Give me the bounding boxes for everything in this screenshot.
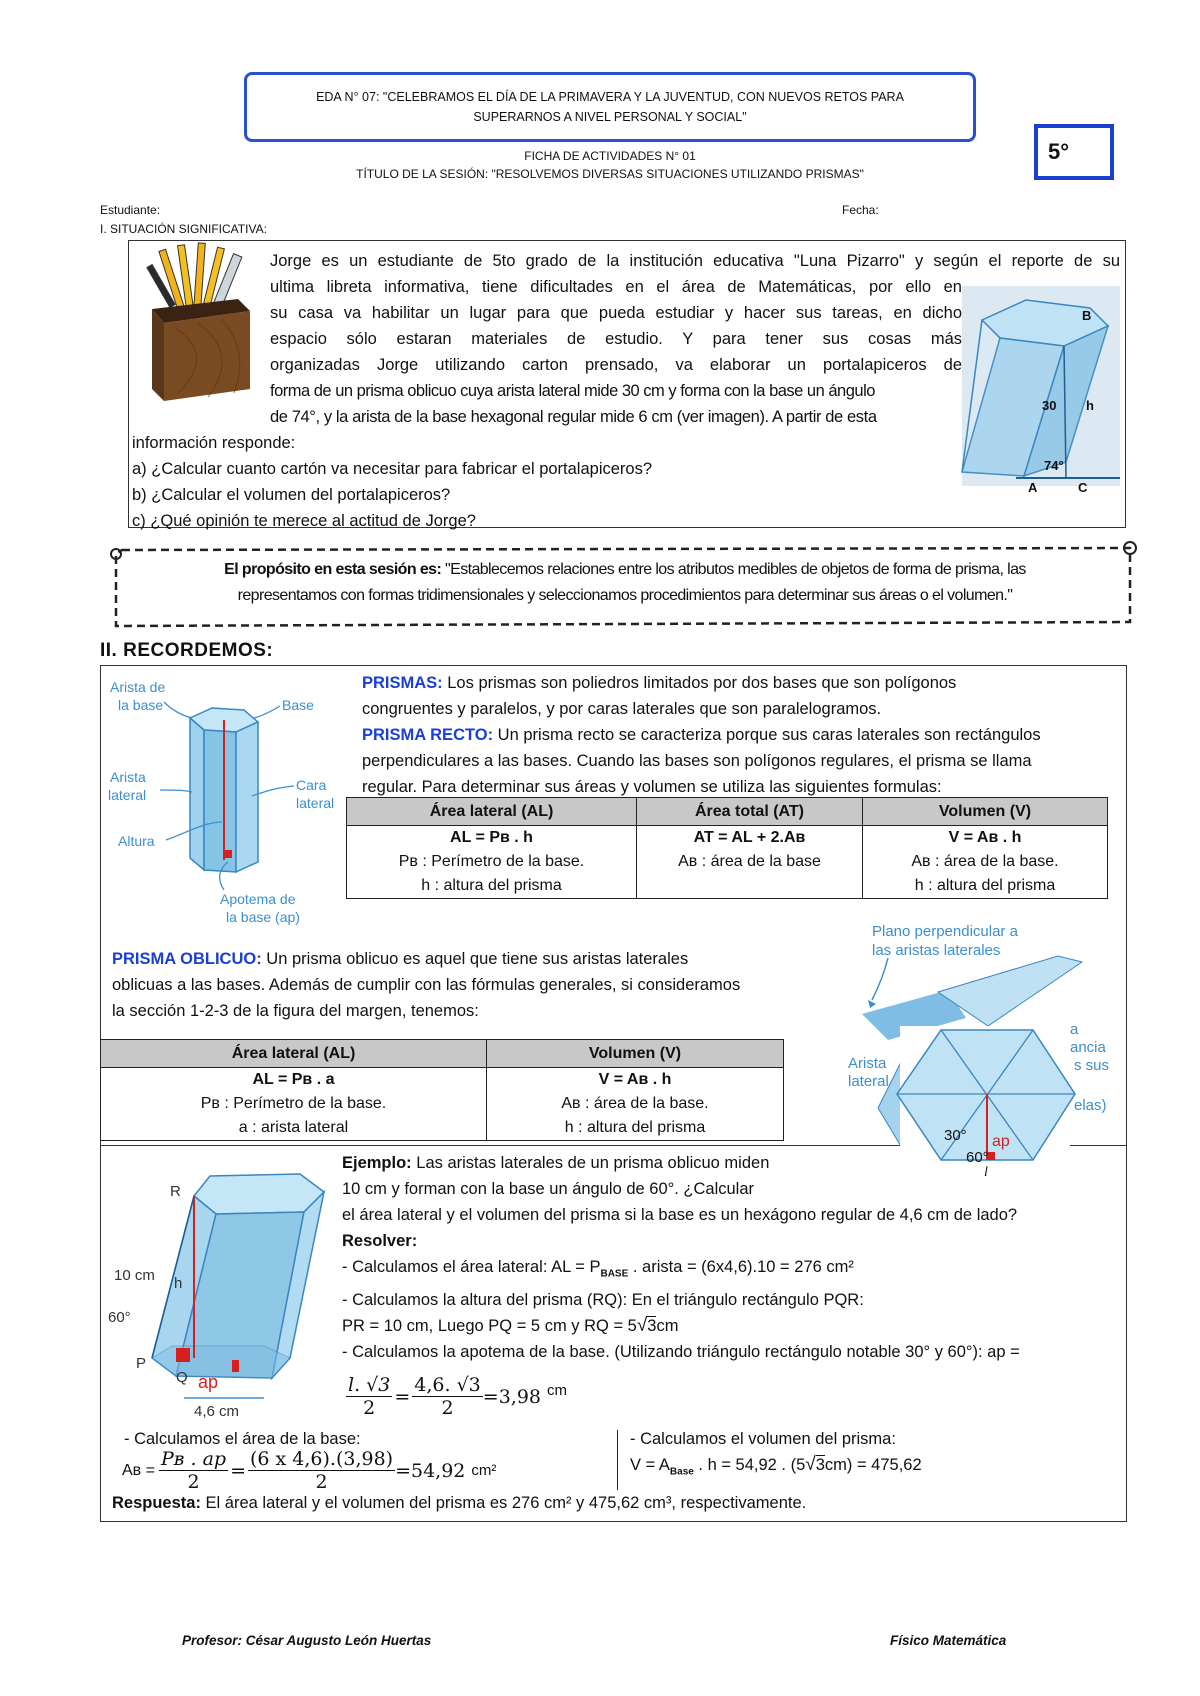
oblicuo-label: PRISMA OBLICUO:: [112, 950, 262, 968]
recto-label: PRISMA RECTO:: [362, 726, 494, 744]
fig-label-apotema-1: Apotema de: [220, 891, 296, 907]
example-text-1: Las aristas laterales de un prisma oblicuo miden: [411, 1154, 770, 1172]
ex-fig-label-p: P: [136, 1355, 147, 1372]
table1-cell: Aʙ : área de la base: [637, 850, 863, 874]
column-divider: [617, 1430, 618, 1490]
session-title: TÍTULO DE LA SESIÓN: "RESOLVEMOS DIVERSAS SITUACIONES UTILIZANDO PRISMAS": [356, 167, 864, 181]
area-num2: (6 x 4,6).(3,98): [249, 1448, 394, 1470]
situation-questions: [132, 430, 952, 534]
date-label: Fecha:: [842, 203, 879, 217]
situation-line: de 74°, y la arista de la base hexagonal regular mide 6 cm (ver imagen). A partir de esta: [270, 408, 877, 426]
vol-lhs: V = A: [630, 1456, 670, 1474]
fig2-label-arista-2: lateral: [848, 1073, 889, 1090]
fig-label-a: A: [1028, 480, 1038, 495]
ex-fig-label-ap: ap: [198, 1372, 219, 1392]
fig-label-cara-1: Cara: [296, 777, 327, 793]
purpose-line2: representamos con formas tridimensionales y seleccionamos procedimientos para determinar sus áreas o el volumen.": [237, 587, 1013, 604]
footer-subject: Físico Matemática: [890, 1633, 1007, 1648]
fig2-label-l: l: [984, 1165, 988, 1180]
ex-fig-label-10cm: 10 cm: [114, 1267, 155, 1284]
table2-formula-v: V = Aʙ . h: [487, 1068, 784, 1093]
fig2-label-30: 30°: [944, 1127, 967, 1144]
oblicuo-definition: [112, 946, 812, 1024]
example-text-2: 10 cm y forman con la base un ángulo de 60°. ¿Calcular: [342, 1180, 754, 1198]
fig-label-b: B: [1082, 308, 1092, 323]
fig-label-arista-lat-2: lateral: [108, 787, 147, 803]
fig2-label-plano-2: las aristas laterales: [872, 942, 1001, 959]
right-prism-formula-table: [346, 797, 1108, 899]
section2-heading: II. RECORDEMOS:: [100, 640, 274, 661]
ex-fig-label-h: h: [174, 1275, 183, 1292]
table2-cell: h : altura del prisma: [487, 1116, 784, 1141]
table2-cell: Pʙ : Perímetro de la base.: [101, 1092, 487, 1116]
eda-title-line2: SUPERARNOS A NIVEL PERSONAL Y SOCIAL": [473, 110, 747, 124]
fig-label-arista-base-2: la base: [118, 697, 164, 713]
table1-formula-v: V = Aʙ . h: [863, 826, 1108, 851]
fig-label-angle: 74°: [1044, 458, 1064, 473]
step1-text: - Calculamos el área lateral: AL = P: [342, 1258, 601, 1276]
recto-text-2: perpendiculares a las bases. Cuando las bases son polígonos regulares, el prisma se llama: [362, 752, 1032, 770]
purpose-label: El propósito en esta sesión es:: [224, 561, 442, 578]
ex-fig-label-base: 4,6 cm: [194, 1403, 240, 1420]
example-prism-figure: [104, 1160, 334, 1420]
fig-label-cara-2: lateral: [296, 795, 335, 811]
oblicuo-text-2: oblicuas a las bases. Además de cumplir con las fórmulas generales, si consideramos: [112, 976, 741, 994]
answer: [112, 1490, 1122, 1516]
oblique-section-figure: [838, 918, 1128, 1180]
ficha-heading: [244, 147, 976, 183]
prismas-label: PRISMAS:: [362, 674, 443, 692]
prismas-text-2: congruentes y paralelos, y por caras laterales que son paralelogramos.: [362, 700, 882, 718]
student-label: Estudiante:: [100, 203, 161, 217]
table1-cell: Aʙ : área de la base.: [863, 850, 1108, 874]
example-label: Ejemplo:: [342, 1154, 412, 1172]
question-c: c) ¿Qué opinión te merece al actitud de Jorge?: [132, 512, 476, 530]
frac1-num: l. √3: [348, 1374, 391, 1396]
area-den1: 2: [187, 1471, 200, 1493]
table1-formula-al: AL = Pʙ . h: [347, 826, 637, 851]
prismas-text-1: Los prismas son poliedros limitados por dos bases que son polígonos: [442, 674, 957, 692]
purpose-text: [120, 557, 1130, 609]
vol-mid: . h = 54,92 . (5: [693, 1456, 806, 1474]
fig2-label-ap: ap: [992, 1133, 1010, 1150]
answer-label: Respuesta:: [112, 1494, 201, 1512]
situation-line: organizadas Jorge utilizando carton prensado, va elaborar un portalapiceros de: [270, 356, 962, 374]
recto-text-3: regular. Para determinar sus áreas y volumen se utiliza las siguientes formulas:: [362, 778, 942, 796]
fig-label-c: C: [1078, 480, 1088, 495]
purpose-line1: "Establecemos relaciones entre los atributos medibles de objetos de forma de prisma, las: [441, 561, 1026, 578]
example-statement: Ejemplo: Las aristas laterales de un prisma oblicuo miden 10 cm y forman con la base un ángulo de 60°. ¿Calcular el área lateral y el volumen del prisma si la base es un hexágono regular de 4,6 cm de lado? Resolver: - Calculamos el área lateral: AL = $P_{BASE}$ . arista = (6x4,6).10 = 276 cm² - Calculamos la altura del prisma (RQ): En el triángulo rectángulo PQR: PR = 10 cm, Luego PQ = 5 cm y RQ = 5√3cm - Calculamos la apotema de la base. (Utilizando triángulo rectángulo notable 30° y 60°): ap =: [342, 1150, 1132, 1365]
pencil-holder-image: [138, 243, 256, 405]
question-b: b) ¿Calcular el volumen del portalapiceros?: [132, 486, 451, 504]
oblicuo-text-1: Un prisma oblicuo es aquel que tiene sus aristas laterales: [261, 950, 689, 968]
situation-line: forma de un prisma oblicuo cuya arista lateral mide 30 cm y forma con la base un ángulo: [270, 382, 875, 400]
area-num1: Pʙ . ap: [160, 1448, 227, 1470]
question-a: a) ¿Calcular cuanto cartón va necesitar para fabricar el portalapiceros?: [132, 460, 653, 478]
eda-title-box: [244, 72, 976, 142]
volume-formula: $V = A_{Base}$ . h = 54,92 . (5√3cm) = 475,62: [630, 1454, 922, 1478]
situation-line: información responde:: [132, 434, 296, 452]
fig-label-arista-base-1: Arista de: [110, 679, 166, 695]
fig2-label-plano-1: Plano perpendicular a: [872, 923, 1018, 940]
grade-badge: 5°: [1034, 124, 1114, 180]
prismas-definition: [362, 670, 1122, 800]
fig2-label-cut-3: s sus: [1074, 1057, 1110, 1074]
table1-header-v: Volumen (V): [863, 798, 1108, 826]
frac2-den: 2: [441, 1397, 454, 1419]
frac-unit: cm: [547, 1382, 568, 1399]
area-den2: 2: [315, 1471, 328, 1493]
step4-text: - Calculamos la apotema de la base. (Utilizando triángulo rectángulo notable 30° y 60°): ap =: [342, 1343, 1020, 1362]
step3-text: PR = 10 cm, Luego PQ = 5 cm y RQ = 5: [342, 1317, 637, 1336]
ficha-number: FICHA DE ACTIVIDADES N° 01: [524, 149, 696, 163]
fig-label-h: h: [1086, 398, 1094, 413]
frac-result: =3,98: [482, 1385, 542, 1408]
right-prism-figure: [104, 672, 344, 932]
oblique-prism-figure: [962, 286, 1120, 495]
answer-text: El área lateral y el volumen del prisma es 276 cm² y 475,62 cm³, respectivamente.: [200, 1494, 807, 1512]
fig2-label-cut-4: elas): [1074, 1097, 1107, 1114]
recto-text-1: Un prisma recto se caracteriza porque sus caras laterales son rectángulos: [493, 726, 1041, 744]
vol-radicand: 3: [815, 1456, 825, 1474]
resolver-label: Resolver:: [342, 1232, 418, 1250]
ex-fig-label-60: 60°: [108, 1309, 131, 1326]
fig2-label-cut-1: a: [1070, 1021, 1079, 1038]
ex-fig-label-q: Q: [176, 1369, 188, 1386]
fig-label-arista-lat-1: Arista: [110, 769, 146, 785]
section1-heading: I. SITUACIÓN SIGNIFICATIVA:: [100, 222, 267, 236]
situation-line: su casa va habilitar un lugar para que pueda estudiar y hacer sus tareas, en dicho: [270, 304, 962, 322]
vol-rest: cm) = 475,62: [824, 1456, 922, 1474]
table2-formula-al: AL = Pʙ . a: [101, 1068, 487, 1093]
example-text-3: el área lateral y el volumen del prisma si la base es un hexágono regular de 4,6 cm de lado?: [342, 1206, 1018, 1224]
table1-cell: Pʙ : Perímetro de la base.: [347, 850, 637, 874]
ex-fig-label-r: R: [170, 1183, 181, 1200]
table1-cell: h : altura del prisma: [863, 874, 1108, 899]
step1-rest: . arista = (6x4,6).10 = 276 cm²: [628, 1258, 854, 1276]
fig2-label-60: 60°: [966, 1149, 989, 1166]
situation-line: Jorge es un estudiante de 5to grado de la institución educativa "Luna Pizarro" y según el reporte de su: [270, 252, 1120, 270]
frac1-den: 2: [363, 1397, 376, 1419]
footer-teacher: Profesor: César Augusto León Huertas: [182, 1633, 432, 1648]
frac2-num: 4,6. √3: [414, 1374, 481, 1396]
table2-cell: a : arista lateral: [101, 1116, 487, 1141]
situation-line: espacio sólo estaran materiales de estudio. Y para tener sus cosas más: [270, 330, 962, 348]
area-base-formula: Aʙ = $\frac{\text{Pʙ . ap}}{2}$ = $\frac{(6 x 4,6).(3,98)}{2}$ =54,92 cm²: [122, 1448, 497, 1493]
step2-text: - Calculamos la altura del prisma (RQ): En el triángulo rectángulo PQR:: [342, 1291, 864, 1310]
oblicuo-text-3: la sección 1-2-3 de la figura del margen, tenemos:: [112, 1002, 479, 1020]
fig-label-apotema-2: la base (ap): [226, 909, 300, 925]
table1-header-at: Área total (AT): [637, 798, 863, 826]
table1-cell: h : altura del prisma: [347, 874, 637, 899]
table2-cell: Aʙ : área de la base.: [487, 1092, 784, 1116]
area-result: =54,92: [395, 1459, 466, 1482]
fig-label-altura: Altura: [118, 833, 155, 849]
step3-radicand: 3: [647, 1317, 657, 1336]
vol-sub: Base: [669, 1466, 694, 1478]
apothem-fraction: $\frac{l. √3}{2}$ = $\frac{4,6. √3}{2}$ =3,98 cm: [348, 1374, 568, 1419]
table1-formula-at: AT = AL + 2.Aʙ: [637, 826, 863, 851]
oblique-prism-formula-table: [100, 1039, 784, 1141]
eda-title-line1: EDA N° 07: "CELEBRAMOS EL DÍA DE LA PRIMAVERA Y LA JUVENTUD, CON NUEVOS RETOS PARA: [316, 90, 904, 104]
table2-header-v: Volumen (V): [487, 1040, 784, 1068]
fig2-label-cut-2: ancia: [1070, 1039, 1106, 1056]
fig-label-30: 30: [1042, 398, 1057, 413]
table1-cell: [637, 874, 863, 899]
area-lhs: Aʙ =: [122, 1461, 155, 1479]
area-base-title: - Calculamos el área de la base:: [124, 1430, 361, 1448]
table2-header-al: Área lateral (AL): [101, 1040, 487, 1068]
fig-label-base: Base: [282, 697, 314, 713]
fig2-label-arista-1: Arista: [848, 1055, 887, 1072]
volume-title: - Calculamos el volumen del prisma:: [630, 1430, 896, 1448]
step1-sub: BASE: [600, 1268, 629, 1280]
table1-header-al: Área lateral (AL): [347, 798, 637, 826]
situation-line: ultima libreta informativa, tiene dificultades en el área de Matemáticas, por ello en: [270, 278, 962, 296]
step3-unit: cm: [656, 1317, 679, 1336]
area-unit: cm²: [471, 1462, 497, 1479]
